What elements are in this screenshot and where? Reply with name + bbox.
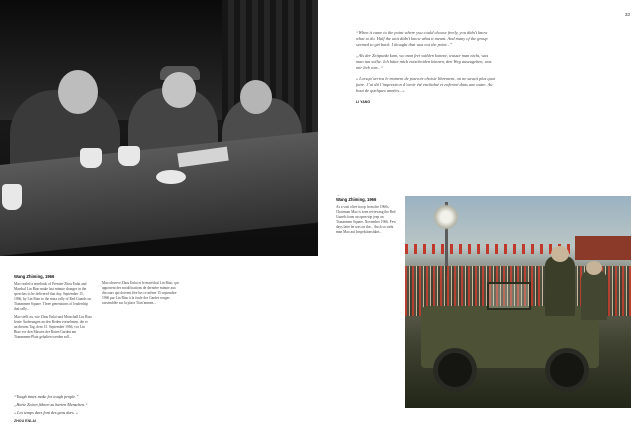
caption-paragraph: Mao stellt zu, wie Zhou Enlai und Marschall Lin Biao letzte Änderungen an den Reden vornehmen, die er an diesem Tag, dem 15. September 1966, vor Lin Biao vor den Massen der Roten Garden am Tiananmen-Platz gehalten werden soll... bbox=[14, 315, 92, 339]
figure-left-head bbox=[58, 70, 98, 114]
jeep-wheel bbox=[545, 348, 589, 392]
right-caption bbox=[336, 192, 396, 235]
left-caption-column-1 bbox=[14, 274, 92, 343]
quote-author: LI YANG bbox=[356, 100, 371, 104]
second-figure-head bbox=[586, 261, 602, 275]
standing-figure bbox=[545, 256, 575, 316]
quote-line: „Harte Zeiten führen zu harten Menschen.“ bbox=[14, 402, 88, 407]
left-caption-title: Wang Zhiming, 1966 bbox=[14, 274, 55, 279]
saucer bbox=[156, 170, 186, 184]
teacup bbox=[2, 184, 22, 210]
teacup bbox=[118, 146, 140, 166]
caption-arrow-icon: → bbox=[336, 192, 340, 197]
jeep-windshield bbox=[487, 282, 531, 310]
second-figure bbox=[581, 270, 607, 320]
lamp-globe bbox=[433, 204, 459, 230]
right-caption-text: As a vast olive troop from the 1960s, Chairman Mao is seen reviewing the Red Guards from an open-top jeep on Tiananmen Square, November 1966. Few days later he was on the... Auch so sieht man Mao auf Inspektionsfahrt... bbox=[336, 205, 396, 234]
teacup bbox=[80, 148, 102, 168]
figure-center-head bbox=[162, 72, 196, 108]
jeep-wheel bbox=[433, 348, 477, 392]
caption-paragraph: Mao sealed a notebook of Premier Zhou Enlai and Marshal Lin Biao make last minute changes in the speeches to be delivered that day, September 15, 1966, by Lin Biao to the mass rally of Red Guards on Tiananmen Square. Three generations of leadership that rally... bbox=[14, 282, 92, 311]
quote-line: « Les temps durs font des gens durs. » bbox=[14, 410, 78, 415]
caption-paragraph: Mao observe Zhou Enlai et le maréchal Lin Biao, qui apportent des modifications de dernière minute aux discours qui doivent être lus ce même 15 septembre 1966 par Lin Biao à la foule des Gardes rouges rassemblée sur la place Tian’anmen... bbox=[102, 281, 179, 305]
photo-meeting bbox=[0, 0, 318, 256]
page-number: 33 bbox=[624, 12, 630, 17]
quote-paragraph: « Lorsqu’arriva le moment de pouvoir choisir librement, on ne savait plus quoi faire. J’ai dit l’impression d’avoir été enchaîné et enfermé dans une autre. Au bout de quelques années...» bbox=[356, 76, 496, 93]
quote-paragraph: “When it came to the point where you could choose freely, you didn’t know what to do. Half the unit didn’t know what it meant. And many of the group seemed to get back. I thought that was not the point...” bbox=[356, 30, 488, 47]
photo-parade-jeep bbox=[405, 196, 631, 408]
quote-line: “Tough times make for tough people.” bbox=[14, 394, 79, 399]
right-quote-block bbox=[356, 30, 496, 105]
left-caption-column-2 bbox=[102, 281, 180, 309]
right-caption-title: Wang Zhiming, 1966 bbox=[336, 197, 377, 202]
quote-author: ZHOU ENLAI bbox=[14, 419, 36, 423]
left-quote-block bbox=[14, 394, 134, 424]
standing-figure-head bbox=[551, 246, 569, 262]
figure-right-head bbox=[240, 80, 272, 114]
gate-building bbox=[575, 236, 631, 260]
quote-paragraph: „Als der Zeitpunkt kam, wo man frei wählen konnte, wusste man nicht, was man tun sollte. Ich hätte mich entscheiden können, den Weg auszugehen, was mir lieb war...“ bbox=[356, 53, 492, 70]
